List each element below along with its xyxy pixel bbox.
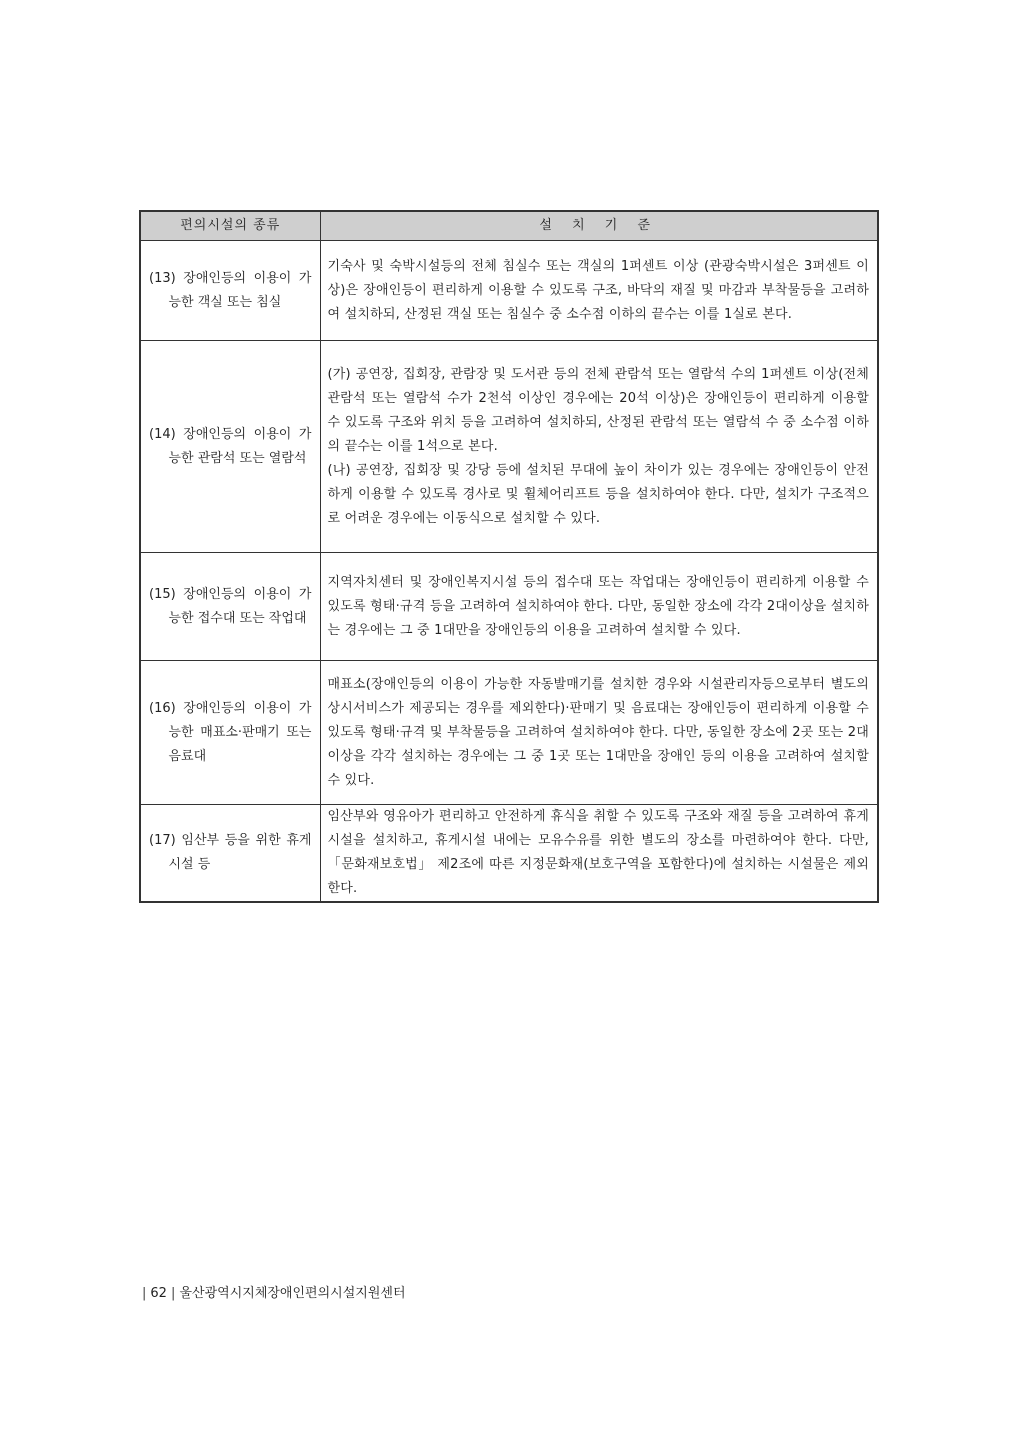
- standard-cell: [320, 553, 878, 661]
- header-standard: 설 치 기 준: [320, 211, 878, 241]
- standard-text: 기숙사 및 숙박시설등의 전체 침실수 또는 객실의 1퍼센트 이상 (관광숙박시설은 3퍼센트 이상)은 장애인등이 편리하게 이용할 수 있도록 구조, 바닥의 재질 및 마감과 부착물등을 고려하여 설치하되, 산정된 객실 또는 침실수 중 소수점 이하의 끝수는 이를 1실로 본다.: [327, 258, 869, 322]
- standard-text: 지역자치센터 및 장애인복지시설 등의 접수대 또는 작업대는 장애인등이 편리하게 이용할 수 있도록 형태·규격 등을 고려하여 설치하여야 한다. 다만, 동일한 장소에 각각 2대이상을 설치하는 경우에는 그 중 1대만을 장애인등의 이용을 고려하여 설치할 수 있다.: [327, 574, 869, 638]
- standard-text: 매표소(장애인등의 이용이 가능한 자동발매기를 설치한 경우와 시설관리자등으로부터 별도의 상시서비스가 제공되는 경우를 제외한다)·판매기 및 음료대는 장애인등이 편리하게 이용할 수 있도록 형태·규격 및 부착물등을 고려하여 설치하여야 한다. 다만, 동일한 장소에 2곳 또는 2대이상을 각각 설치하는 경우에는 그 중 1곳 또는 1대만을 장애인 등의 이용을 고려하여 설치할 수 있다.: [327, 676, 869, 788]
- standard-cell: [320, 661, 878, 805]
- table-row: [140, 805, 878, 903]
- footer-separator: |: [170, 1286, 176, 1301]
- category-cell: [140, 661, 320, 805]
- facility-standards-table: [139, 210, 879, 903]
- category-cell: [140, 241, 320, 341]
- footer-organization: 울산광역시지체장애인편의시설지원센터: [179, 1286, 406, 1301]
- category-text: (14) 장애인등의 이용이 가능한 관람석 또는 열람석: [149, 426, 312, 466]
- page-number: 62: [150, 1286, 167, 1301]
- footer-separator: |: [142, 1286, 147, 1301]
- table-row: [140, 241, 878, 341]
- category-cell: [140, 553, 320, 661]
- page-footer: [142, 1282, 406, 1301]
- standard-text: 임산부와 영유아가 편리하고 안전하게 휴식을 취할 수 있도록 구조와 재질 등을 고려하여 휴게시설을 설치하고, 휴게시설 내에는 모유수유를 위한 별도의 장소를 마련하여야 한다. 다만, 「문화재보호법」 제2조에 따른 지정문화재(보호구역을 포함한다)에 설치하는 시설물은 제외한다.: [327, 809, 869, 896]
- table-row: [140, 341, 878, 553]
- standard-cell: [320, 241, 878, 341]
- category-text: (13) 장애인등의 이용이 가능한 객실 또는 침실: [149, 270, 312, 310]
- category-text: (16) 장애인등의 이용이 가능한 매표소·판매기 또는 음료대: [149, 700, 312, 764]
- category-text: (15) 장애인등의 이용이 가능한 접수대 또는 작업대: [149, 586, 312, 626]
- table-row: [140, 553, 878, 661]
- standard-cell: [320, 341, 878, 553]
- table-header-row: [140, 211, 878, 241]
- category-text: (17) 임산부 등을 위한 휴게시설 등: [149, 833, 312, 872]
- header-category: 편의시설의 종류: [140, 211, 320, 241]
- standard-cell: [320, 805, 878, 903]
- standard-text: (가) 공연장, 집회장, 관람장 및 도서관 등의 전체 관람석 또는 열람석 수의 1퍼센트 이상(전체 관람석 또는 열람석 수가 2천석 이상인 경우에는 20석 이상)은 장애인등이 편리하게 이용할 수 있도록 구조와 위치 등을 고려하여 설치하되, 산정된 관람석 또는 열람석 수 중 소수점 이하의 끝수는 이를 1석으로 본다.: [327, 366, 869, 454]
- category-cell: [140, 341, 320, 553]
- standard-text: (나) 공연장, 집회장 및 강당 등에 설치된 무대에 높이 차이가 있는 경우에는 장애인등이 안전하게 이용할 수 있도록 경사로 및 휠체어리프트 등을 설치하여야 한다. 다만, 설치가 구조적으로 어려운 경우에는 이동식으로 설치할 수 있다.: [327, 462, 869, 526]
- table-row: [140, 661, 878, 805]
- category-cell: [140, 805, 320, 903]
